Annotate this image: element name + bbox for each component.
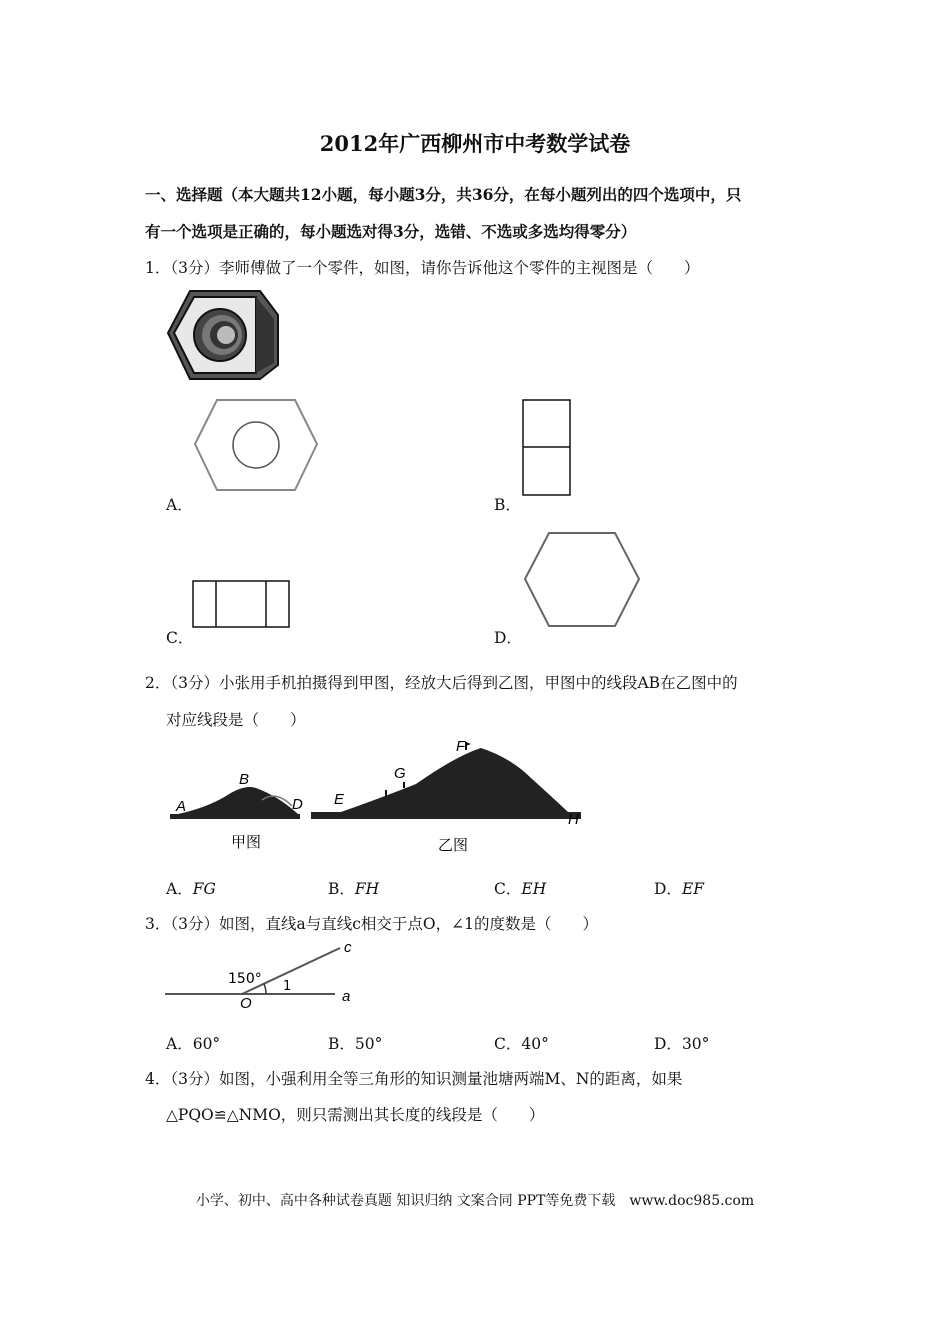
q3-option-a[interactable] — [166, 1032, 220, 1054]
label-b: B — [239, 771, 250, 788]
q2-option-a[interactable] — [166, 877, 216, 899]
label-line-a: a — [342, 988, 351, 1005]
q3-option-b-letter: B． — [328, 1035, 355, 1053]
mountain-figure — [166, 738, 586, 858]
question-2-number: 2． — [145, 674, 171, 692]
q3-option-c-letter: C． — [494, 1035, 522, 1053]
section-header-line2: 有一个选项是正确的，每小题选对得3分，选错、不选或多选均得零分） — [145, 222, 637, 241]
option-b-figure — [522, 399, 572, 497]
label-d: D — [292, 796, 303, 813]
q2-option-d[interactable] — [654, 877, 704, 899]
q1-option-a[interactable]: A． — [166, 496, 193, 514]
q2-option-c-letter: C． — [494, 880, 522, 898]
q1-option-c[interactable]: C． — [166, 629, 194, 647]
q3-option-b[interactable] — [328, 1032, 382, 1054]
label-h: H — [568, 811, 579, 828]
option-a-figure — [193, 397, 319, 493]
label-e: E — [334, 791, 345, 808]
option-d-figure — [523, 530, 641, 630]
question-3-text: （3分）如图，直线a与直线c相交于点O，∠1的度数是（ ） — [170, 915, 598, 933]
label-yi: 乙图 — [438, 836, 469, 854]
question-3 — [145, 912, 598, 934]
question-2 — [145, 671, 738, 693]
q3-option-b-value: 50° — [354, 1035, 383, 1053]
question-1-number: 1． — [145, 259, 171, 277]
q3-option-a-letter: A． — [166, 1035, 193, 1053]
question-2-line2: 对应线段是（ ） — [166, 711, 306, 729]
question-4-number: 4． — [145, 1070, 171, 1088]
q3-option-c-value: 40° — [521, 1035, 549, 1053]
option-c-figure — [192, 580, 292, 630]
question-2-line1: （3分）小张用手机拍摄得到甲图，经放大后得到乙图，甲图中的线段AB在乙图中的 — [170, 674, 738, 692]
section-header-line1: 一、选择题（本大题共12小题，每小题3分，共36分，在每小题列出的四个选项中，只 — [145, 185, 742, 204]
nut-figure — [160, 283, 285, 386]
q1-option-d[interactable]: D． — [494, 629, 522, 647]
label-line-c: c — [344, 939, 352, 956]
label-angle-1: 1 — [283, 979, 292, 994]
q2-option-b-letter: B． — [328, 880, 355, 898]
q2-option-d-letter: D． — [654, 880, 682, 898]
question-4 — [145, 1067, 682, 1089]
label-a: A — [176, 798, 187, 815]
question-4-line1: （3分）如图，小强利用全等三角形的知识测量池塘两端M、N的距离，如果 — [170, 1070, 683, 1088]
q3-option-d-value: 30° — [681, 1035, 710, 1053]
label-f: F — [456, 738, 466, 755]
q1-option-b[interactable]: B． — [494, 496, 521, 514]
q3-option-d-letter: D． — [654, 1035, 682, 1053]
q3-option-c[interactable] — [494, 1032, 549, 1054]
question-1 — [145, 256, 700, 278]
question-4-line2: △PQO≌△NMO，则只需测出其长度的线段是（ ） — [166, 1106, 545, 1124]
question-1-text: （3分）李师傅做了一个零件，如图，请你告诉他这个零件的主视图是（ ） — [170, 259, 700, 277]
label-g: G — [394, 765, 406, 782]
q2-option-c-value: EH — [521, 880, 547, 898]
q2-option-b[interactable] — [328, 877, 379, 899]
question-3-number: 3． — [145, 915, 171, 933]
label-150: 150° — [228, 971, 262, 987]
q3-option-a-value: 60° — [192, 1035, 221, 1053]
q2-option-d-value: EF — [681, 880, 705, 898]
q2-option-a-value: FG — [192, 880, 216, 898]
q2-option-a-letter: A． — [166, 880, 193, 898]
q2-option-b-value: FH — [354, 880, 380, 898]
q3-option-d[interactable] — [654, 1032, 709, 1054]
q2-option-c[interactable] — [494, 877, 546, 899]
label-o: O — [240, 995, 252, 1012]
label-jia: 甲图 — [231, 833, 262, 851]
page-footer: 小学、初中、高中各种试卷真题 知识归纳 文案合同 PPT等免费下载 www.doc985.com — [195, 1193, 755, 1209]
page-title: 2012年广西柳州市中考数学试卷 — [319, 131, 631, 156]
angle-figure — [160, 938, 370, 1010]
